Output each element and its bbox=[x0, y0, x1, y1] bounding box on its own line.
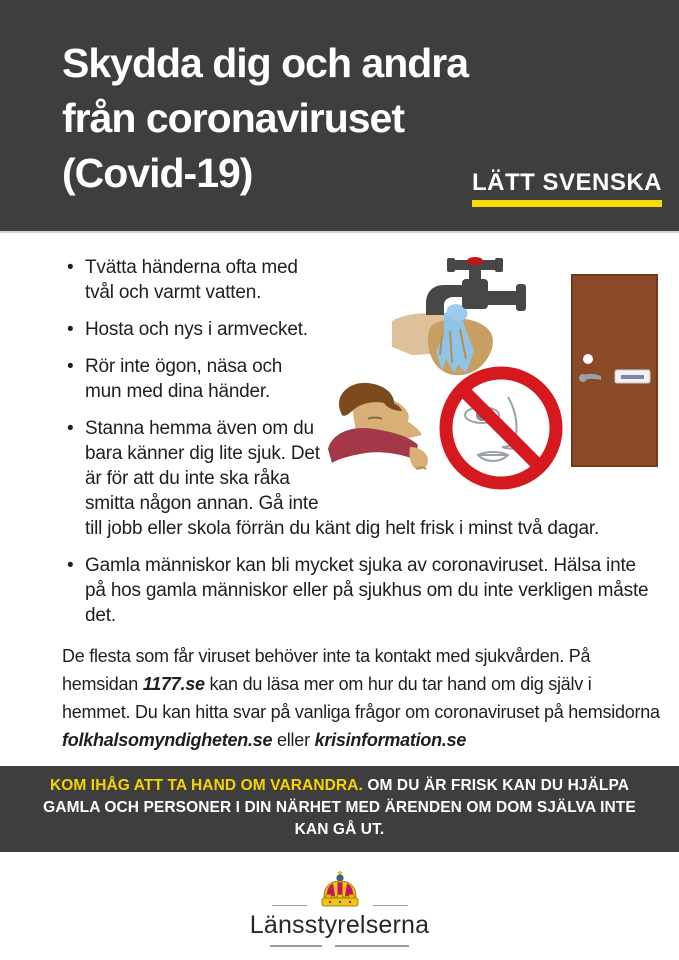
logo-organization-name: Länsstyrelserna bbox=[249, 911, 430, 939]
banner-message-text: OM DU ÄR FRISK KAN DU HJÄLPA GAMLA OCH PERSONER I DIN NÄRHET MED ÄRENDEN OM DOM SJÄLVA INTE KAN GÅ UT. bbox=[43, 777, 636, 838]
logo-divider-line bbox=[335, 945, 409, 947]
reminder-banner bbox=[0, 766, 679, 852]
header-band bbox=[0, 0, 679, 233]
reminder-banner-text bbox=[36, 775, 644, 841]
page-title-line-2: från coronaviruset bbox=[62, 95, 404, 141]
logo-divider-line bbox=[373, 905, 408, 906]
link-text-folkhalsomyndigheten: folkhalsomyndigheten.se bbox=[62, 730, 273, 750]
info-paragraph bbox=[62, 642, 660, 754]
crown-icon bbox=[317, 871, 363, 909]
logo-divider-line bbox=[270, 945, 322, 947]
advice-item-dont-touch-face: • Rör inte ögon, näsa och mun med dina händer. bbox=[62, 354, 660, 404]
easy-swedish-badge bbox=[472, 169, 662, 207]
logo-divider-line bbox=[272, 905, 307, 906]
advice-item-wash-hands: • Tvätta händerna ofta med tvål och varmt vatten. bbox=[62, 255, 660, 305]
paragraph-text: kan du läsa mer om hur du tar hand om dig själv i hemmet. Du kan hitta svar på vanliga frågor om coronaviruset på hemsidorna bbox=[62, 674, 660, 722]
content-area bbox=[0, 233, 679, 754]
easy-swedish-badge-label: LÄTT SVENSKA bbox=[471, 169, 662, 196]
advice-item-cough-elbow: • Hosta och nys i armvecket. bbox=[62, 317, 660, 342]
page-title-line-3: (Covid-19) bbox=[62, 150, 253, 196]
page-title-line-1: Skydda dig och andra bbox=[62, 40, 469, 86]
logo-bottom-lines bbox=[0, 945, 679, 947]
logo-crown-row bbox=[0, 871, 679, 909]
link-text-krisinformation: krisinformation.se bbox=[314, 730, 467, 750]
badge-yellow-underline bbox=[472, 200, 662, 207]
banner-highlight-text: KOM IHÅG ATT TA HAND OM VARANDRA. bbox=[49, 777, 363, 794]
paragraph-text: eller bbox=[272, 730, 315, 750]
advice-item-stay-home: • Stanna hemma även om du bara känner dig lite sjuk. Det är för att du inte ska råka smitta någon annan. Gå inte till jobb eller skola förrän du känt dig helt frisk i minst två dagar. bbox=[62, 416, 660, 541]
link-text-1177: 1177.se bbox=[142, 674, 205, 694]
paragraph-text: De flesta som får viruset behöver inte ta kontakt med sjukvården. På hemsidan bbox=[62, 646, 591, 694]
advice-item-elderly: • Gamla människor kan bli mycket sjuka av coronaviruset. Hälsa inte på hos gamla människor eller på sjukhus om du inte verkligen måste det. bbox=[62, 553, 660, 628]
lansstyrelserna-logo bbox=[0, 871, 679, 947]
